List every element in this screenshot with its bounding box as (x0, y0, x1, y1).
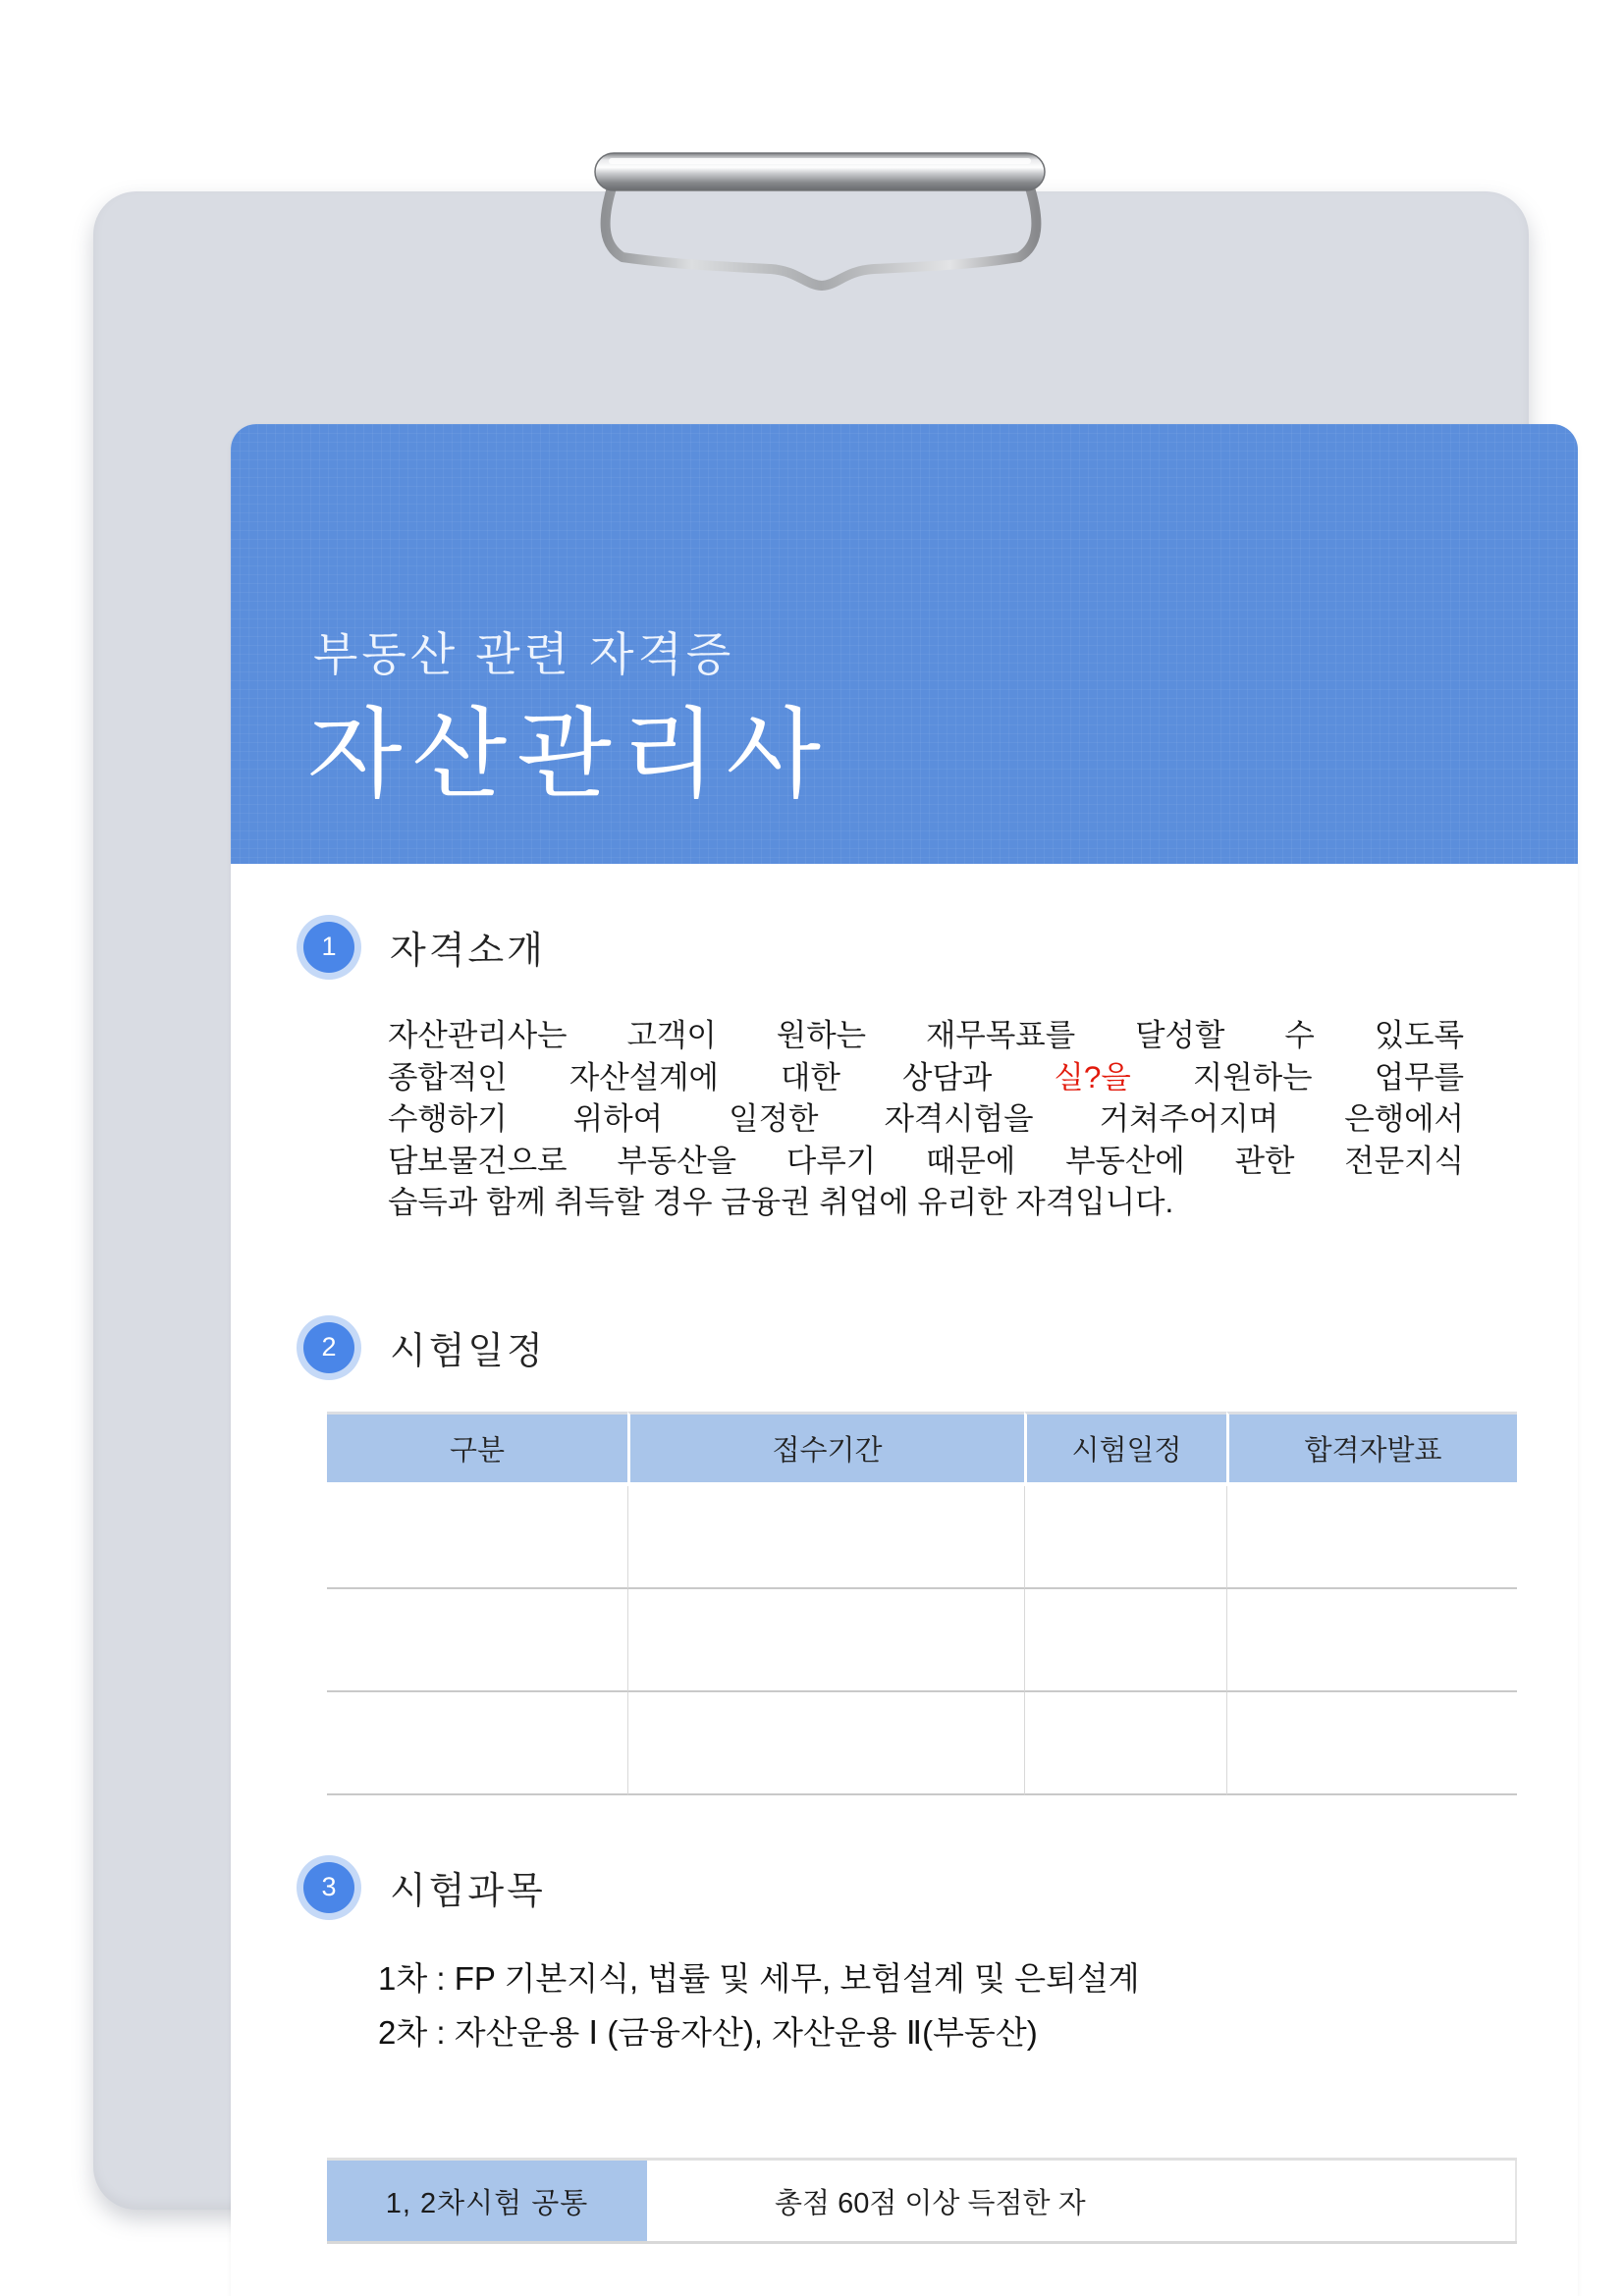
table-cell (1024, 1692, 1226, 1795)
table-cell (1226, 1486, 1517, 1589)
section-2-title: 시험일정 (390, 1331, 546, 1372)
subject-line-1: 1차 : FP 기본지식, 법률 및 세무, 보험설계 및 은퇴설계 (378, 1960, 1140, 1997)
table-cell (1226, 1692, 1517, 1795)
table-cell (627, 1589, 1024, 1692)
schedule-header-row (327, 1412, 1517, 1486)
schedule-table (327, 1412, 1517, 1795)
schedule-col-category: 구분 (327, 1412, 627, 1486)
schedule-col-result-announcement: 합격자발표 (1226, 1412, 1517, 1486)
intro-paragraph (388, 1014, 1464, 1223)
section-2-header (303, 1320, 546, 1374)
table-cell (327, 1692, 627, 1795)
table-row (327, 1589, 1517, 1692)
table-cell (327, 1486, 627, 1589)
section-3-title: 시험과목 (390, 1871, 546, 1912)
title-header (231, 424, 1578, 864)
intro-line-3: 수행하기 위하여 일정한 자격시험을 거쳐주어지며 은행에서 (388, 1100, 1464, 1137)
intro-line-1: 자산관리사는 고객이 원하는 재무목표를 달성할 수 있도록 (388, 1017, 1464, 1052)
intro-line-2-pre: 종합적인 자산설계에 대한 상담과 (388, 1058, 1055, 1095)
exam-subjects (378, 1951, 1140, 2059)
section-number-badge: 1 (303, 922, 354, 973)
clipboard-board (93, 191, 1529, 2219)
section-1-header (303, 920, 546, 974)
schedule-col-exam-date: 시험일정 (1024, 1412, 1226, 1486)
intro-line-4: 담보물건으로 부동산을 다루기 때문에 부동산에 관한 전문지식 (388, 1142, 1464, 1178)
schedule-col-registration-period: 접수기간 (627, 1412, 1024, 1486)
table-row (327, 1486, 1517, 1589)
header-subtitle: 부동산 관련 자격증 (313, 628, 735, 680)
table-cell (1024, 1486, 1226, 1589)
pass-criteria-table (327, 2158, 1517, 2244)
pass-criteria-value: 총점 60점 이상 득점한 자 (647, 2161, 1517, 2241)
section-number-badge: 3 (303, 1862, 354, 1913)
intro-highlight-text: 실?을 (1054, 1058, 1131, 1095)
intro-line-2-post: 지원하는 업무를 (1130, 1058, 1464, 1095)
intro-line-2 (388, 1056, 1464, 1098)
content-card (231, 424, 1578, 2296)
table-cell (627, 1692, 1024, 1795)
clipboard-clip-icon (589, 145, 1051, 312)
table-cell (1226, 1589, 1517, 1692)
table-cell (1024, 1589, 1226, 1692)
table-row (327, 1692, 1517, 1795)
page-title: 자산관리사 (307, 700, 831, 810)
subject-line-2: 2차 : 자산운용 Ⅰ (금융자산), 자산운용 Ⅱ(부동산) (378, 2014, 1038, 2051)
intro-line-5: 습득과 함께 취득할 경우 금융권 취업에 유리한 자격입니다. (388, 1184, 1174, 1220)
pass-criteria-label: 1, 2차시험 공통 (327, 2161, 647, 2241)
table-cell (627, 1486, 1024, 1589)
section-number-badge: 2 (303, 1322, 354, 1373)
section-1-title: 자격소개 (390, 931, 546, 972)
table-cell (327, 1589, 627, 1692)
section-3-header (303, 1860, 546, 1914)
